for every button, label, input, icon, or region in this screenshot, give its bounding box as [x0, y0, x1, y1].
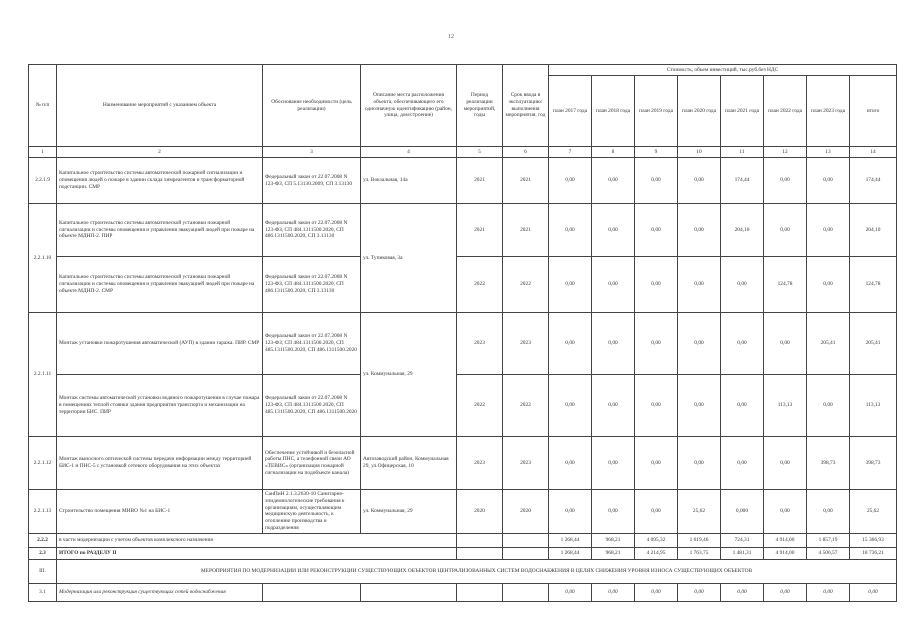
row-basis: Федеральный закон от 22.07.2008 N 123-ФЗ, СП 484.1311500.2020, СП 486.1311500.2020, СП 3.13130	[263, 204, 361, 257]
header-name: Наименование мероприятий с указанием объекта	[57, 65, 263, 147]
row-num: 2.2.2	[29, 533, 57, 547]
row-deadline: 2021	[503, 158, 549, 204]
row-deadline: 2022	[503, 375, 549, 437]
row-num: 2.2.1.9	[29, 158, 57, 204]
subtotal-row: 2.2.2 в части модернизации с учетом объектов комплексного назначения 1 268,44 968,21 4 095,32 1 619,46 724,31 4 914,00 1 857,19 15 366,93	[29, 533, 897, 547]
row-location: ул. Коммунальная, 29	[361, 490, 457, 534]
row-name: Капитальное строительство системы автоматической пожарной сигнализации и оповещения людей о пожаре в здании склада химреагентов и трансформаторной подстанции. СМР	[57, 158, 263, 204]
header-year: план 2018 года	[592, 76, 635, 147]
row-deadline: 2020	[503, 490, 549, 534]
row-basis: СанПиН 2.1.3.2630-10 Санитарно-эпидемиологические требования к организациям, осуществляющим медицинскую деятельность, к отоплению производства и подразделения	[263, 490, 361, 534]
row-period: 2022	[457, 375, 503, 437]
table-row: 2.2.1.13 Строительство помещения МНВО №1 на БИС-1 СанПиН 2.1.3.2630-10 Санитарно-эпидемиологические требования к организациям, осуществляющим медицинскую деятельность, к отоплению производства и подразделения ул. Коммунальная, 29 2020 2020 0,00 0,00 0,00 25,62 0,000 0,00 0,00 25,62	[29, 490, 897, 534]
section-title: МЕРОПРИЯТИЯ ПО МОДЕРНИЗАЦИИ ИЛИ РЕКОНСТРУКЦИИ СУЩЕСТВУЮЩИХ ОБЪЕКТОВ ЦЕНТРАЛИЗОВАННЫХ СИСТЕМ ВОДОСНАБЖЕНИЯ В ЦЕЛЯХ СНИЖЕНИЯ УРОВНЯ ИЗНОСА СУЩЕСТВУЮЩИХ ОБЪЕКТОВ	[57, 559, 897, 583]
header-cost-group: Стоимость, объем инвестиций, тыс.руб.без НДС	[549, 65, 897, 76]
page-number: 12	[448, 34, 454, 40]
row-name: Монтаж системы автоматической установки водяного пожаротушения в случае пожара в помещениях теплой стоянки здания предприятия транспорта и механизации на территории БИС. ПИР	[57, 375, 263, 437]
row-deadline: 2023	[503, 313, 549, 375]
row-name: Монтаж выносного оптической системы передачи информации между территорией БИС-1 и ПНС-5 с установкой сетевого оборудования на этих объектах	[57, 437, 263, 490]
investment-table	[28, 64, 897, 602]
row-name: Капитальное строительство системы автоматической установки пожарной сигнализации и системы оповещения и управления эвакуацией людей при пожаре на объекте МДНП-2. СМР	[57, 257, 263, 313]
header-location: Описание места расположения объекта, обеспечивающего его однозначную идентификацию (район, улица, дом/строение)	[361, 65, 457, 147]
header-num: № п/п	[29, 65, 57, 147]
row-basis: Федеральный закон от 22.07.2008 N 123-ФЗ, СП 484.1311500.2020, СП 485.1311500.2020, СП 486.1311500.2020	[263, 313, 361, 375]
section-num: III.	[29, 559, 57, 583]
header-year: план 2017 года	[549, 76, 592, 147]
table-row: 2.2.1.9 Капитальное строительство системы автоматической пожарной сигнализации и оповещения людей о пожаре в здании склада химреагентов и трансформаторной подстанции. СМР Федеральный закон от 22.07.2008 N 123-ФЗ, СП 5.13130.2009, СП 3.13130 ул. Вокзальная, 14а 2021 2021 0,00 0,00 0,00 0,00 174,44 0,00 0,00 174,44	[29, 158, 897, 204]
table-row: Монтаж системы автоматической установки водяного пожаротушения в случае пожара в помещениях теплой стоянки здания предприятия транспорта и механизации на территории БИС. ПИР Федеральный закон от 22.07.2008 N 123-ФЗ, СП 484.1311500.2020, СП 485.1311500.2020, СП 486.1311500.2020 2022 2022 0,00 0,00 0,00 0,00 0,00 113,13 0,00 113,13	[29, 375, 897, 437]
row-name: Капитальное строительство системы автоматической установки пожарной сигнализации и системы оповещения и управления эвакуацией людей при пожаре на объекте МДНП-2. ПИР	[57, 204, 263, 257]
row-basis: Федеральный закон от 22.07.2008 N 123-ФЗ, СП 484.1311500.2020, СП 485.1311500.2020, СП 486.1311500.2020	[263, 375, 361, 437]
total-row: 2.3 ИТОГО по РАЗДЕЛУ II 1 268,44 968,21 4 214,95 1 763,75 1 481,31 4 914,00 4 506,57 18 736,21	[29, 547, 897, 559]
row-basis: Федеральный закон от 22.07.2008 N 123-ФЗ, СП 484.1311500.2020, СП 486.1311500.2020, СП 3.13130	[263, 257, 361, 313]
table-row: 2.2.1.10 Капитальное строительство системы автоматической установки пожарной сигнализации и системы оповещения и управления эвакуацией людей при пожаре на объекте МДНП-2. ПИР Федеральный закон от 22.07.2008 N 123-ФЗ, СП 484.1311500.2020, СП 486.1311500.2020, СП 3.13130 ул. Тупиковая, 3а 2021 2021 0,00 0,00 0,00 0,00 204,10 0,00 0,00 204,10	[29, 204, 897, 257]
row-num: 2.2.1.11	[29, 313, 57, 437]
row-name: ИТОГО по РАЗДЕЛУ II	[57, 547, 457, 559]
header-year: план 2023 года	[807, 76, 850, 147]
header-year: план 2021 года	[721, 76, 764, 147]
row-basis: Федеральный закон от 22.07.2008 N 123-ФЗ, СП 5.13130.2009, СП 3.13130	[263, 158, 361, 204]
header-period: Период реализации мероприятий, годы	[457, 65, 503, 147]
table-row: 2.2.1.11 Монтаж установки пожаротушения автоматической (АУП) в здании гаража. ПИР. СМР Федеральный закон от 22.07.2008 N 123-ФЗ, СП 484.1311500.2020, СП 485.1311500.2020, СП 486.1311500.2020 ул. Коммунальная, 29 2023 2023 0,00 0,00 0,00 0,00 0,00 0,00 205,41 205,41	[29, 313, 897, 375]
row-basis: Обеспечение устойчивой и безопасной работы ПНС, а телефонной связи АО «ТЕВИС» (организация пожарной сигнализации на подобъекте канала)	[263, 437, 361, 490]
table-row: Капитальное строительство системы автоматической установки пожарной сигнализации и системы оповещения и управления эвакуацией людей при пожаре на объекте МДНП-2. СМР Федеральный закон от 22.07.2008 N 123-ФЗ, СП 484.1311500.2020, СП 486.1311500.2020, СП 3.13130 2022 2022 0,00 0,00 0,00 0,00 0,00 124,78 0,00 124,78	[29, 257, 897, 313]
row-location: ул. Вокзальная, 14а	[361, 158, 457, 204]
row-deadline: 2021	[503, 204, 549, 257]
row-period: 2020	[457, 490, 503, 534]
row-deadline: 2022	[503, 257, 549, 313]
row-name: в части модернизации с учетом объектов комплексного назначения	[57, 533, 457, 547]
row-num: 3.1	[29, 583, 57, 601]
row-period: 2021	[457, 158, 503, 204]
table-row: 2.2.1.12 Монтаж выносного оптической системы передачи информации между территорией БИС-1 и ПНС-5 с установкой сетевого оборудования на этих объектах Обеспечение устойчивой и безопасной работы ПНС, а телефонной связи АО «ТЕВИС» (организация пожарной сигнализации на подобъекте канала) Автозаводский район, Коммунальная 29, ул.Офицерская, 10 2023 2023 0,00 0,00 0,00 0,00 0,00 0,00 398,73 398,73	[29, 437, 897, 490]
header-basis: Обоснование необходимости (цель реализации)	[263, 65, 361, 147]
column-index-row: 1 2 3 4 5 6 7 8 9 10 11 12 13 14	[29, 147, 897, 158]
row-location: Автозаводский район, Коммунальная 29, ул.Офицерская, 10	[361, 437, 457, 490]
header-deadline: Срок ввода в эксплуатацию/ выполнения мероприятия, год	[503, 65, 549, 147]
row-location: ул. Тупиковая, 3а	[361, 204, 457, 313]
row-name: Строительство помещения МНВО №1 на БИС-1	[57, 490, 263, 534]
header-year: план 2022 года	[764, 76, 807, 147]
header-year: план 2020 года	[678, 76, 721, 147]
header-total: итого	[850, 76, 897, 147]
header-year: план 2019 года	[635, 76, 678, 147]
row-location: ул. Коммунальная, 29	[361, 313, 457, 437]
row-period: 2021	[457, 204, 503, 257]
row-deadline: 2023	[503, 437, 549, 490]
row-num: 2.2.1.13	[29, 490, 57, 534]
row-num: 2.2.1.10	[29, 204, 57, 313]
row-num: 2.2.1.12	[29, 437, 57, 490]
row-name: Модернизация или реконструкция существующих сетей водоснабжения	[57, 583, 263, 601]
table-row: 3.1 Модернизация или реконструкция существующих сетей водоснабжения 0,00 0,00 0,00 0,00 0,00 0,00 0,00 0,00	[29, 583, 897, 601]
section-header-row	[29, 559, 897, 583]
row-period: 2023	[457, 437, 503, 490]
row-period: 2023	[457, 313, 503, 375]
row-name: Монтаж установки пожаротушения автоматической (АУП) в здании гаража. ПИР. СМР	[57, 313, 263, 375]
row-num: 2.3	[29, 547, 57, 559]
row-period: 2022	[457, 257, 503, 313]
